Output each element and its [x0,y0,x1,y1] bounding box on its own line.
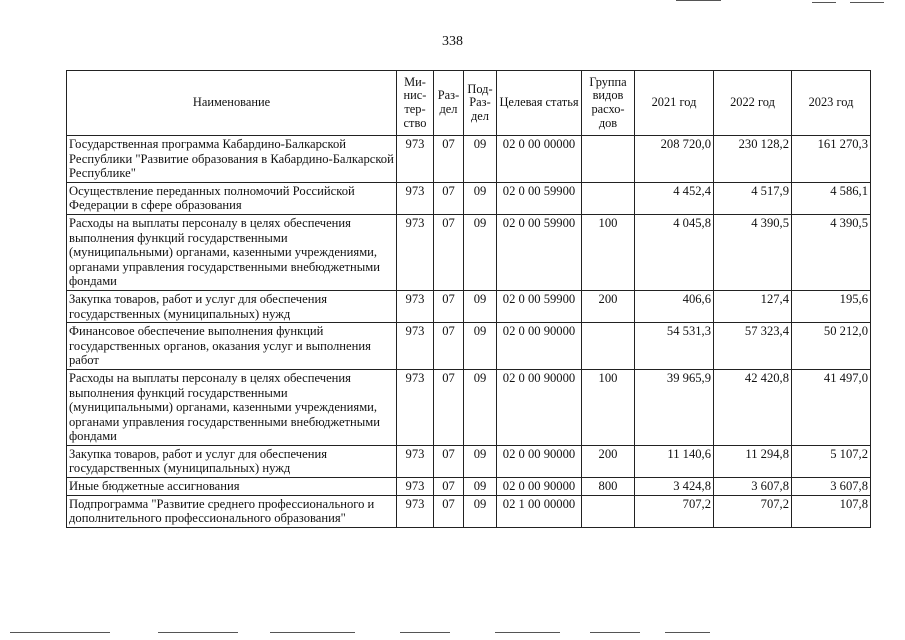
cell-section: 07 [434,214,464,290]
cell-amount-2021: 707,2 [635,495,714,527]
table-header-row [67,71,871,136]
cell-subsection: 09 [464,369,497,445]
cell-expense-group [582,136,635,183]
cell-subsection: 09 [464,136,497,183]
cell-ministry: 973 [397,182,434,214]
table-row [67,323,871,370]
cell-amount-2021: 406,6 [635,290,714,322]
cell-target-article: 02 0 00 59900 [497,214,582,290]
table-row [67,290,871,322]
table-body [67,136,871,528]
cell-name: Закупка товаров, работ и услуг для обеспечения государственных (муниципальных) нужд [67,445,397,477]
table-row [67,445,871,477]
cell-name: Расходы на выплаты персоналу в целях обеспечения выполнения функций государственными (муниципальными) органами, казенными учреждениями, органами управления государственными внебюджетными фондами [67,369,397,445]
cell-amount-2021: 54 531,3 [635,323,714,370]
scan-mark [10,632,110,633]
cell-target-article: 02 1 00 00000 [497,495,582,527]
scan-mark [158,632,238,633]
cell-amount-2022: 57 323,4 [714,323,792,370]
cell-name: Подпрограмма "Развитие среднего профессионального и дополнительного профессионального образования" [67,495,397,527]
cell-section: 07 [434,445,464,477]
cell-expense-group [582,495,635,527]
header-expense-group: Группа видов расхо-дов [582,71,635,136]
cell-amount-2023: 107,8 [792,495,871,527]
cell-name: Осуществление переданных полномочий Российской Федерации в сфере образования [67,182,397,214]
cell-amount-2023: 3 607,8 [792,478,871,496]
cell-ministry: 973 [397,478,434,496]
table-row [67,214,871,290]
scan-mark [676,0,721,1]
table-row [67,495,871,527]
table-row [67,182,871,214]
cell-expense-group: 200 [582,445,635,477]
scan-mark [270,632,355,633]
scan-mark [812,2,836,3]
cell-section: 07 [434,495,464,527]
cell-ministry: 973 [397,290,434,322]
cell-amount-2022: 707,2 [714,495,792,527]
cell-section: 07 [434,136,464,183]
cell-name: Иные бюджетные ассигнования [67,478,397,496]
cell-expense-group: 200 [582,290,635,322]
cell-amount-2021: 11 140,6 [635,445,714,477]
cell-ministry: 973 [397,445,434,477]
cell-amount-2021: 4 452,4 [635,182,714,214]
header-year-2022: 2022 год [714,71,792,136]
cell-name: Расходы на выплаты персоналу в целях обеспечения выполнения функций государственными (муниципальными) органами, казенными учреждениями, органами управления государственными внебюджетными фондами [67,214,397,290]
cell-section: 07 [434,323,464,370]
cell-amount-2023: 5 107,2 [792,445,871,477]
cell-amount-2021: 3 424,8 [635,478,714,496]
header-subsection: Под-Раз-дел [464,71,497,136]
cell-amount-2022: 230 128,2 [714,136,792,183]
cell-amount-2023: 41 497,0 [792,369,871,445]
cell-ministry: 973 [397,495,434,527]
cell-subsection: 09 [464,323,497,370]
cell-ministry: 973 [397,369,434,445]
header-section: Раз-дел [434,71,464,136]
cell-target-article: 02 0 00 00000 [497,136,582,183]
page-number: 338 [442,34,463,49]
cell-section: 07 [434,182,464,214]
table-row [67,478,871,496]
cell-amount-2021: 4 045,8 [635,214,714,290]
cell-target-article: 02 0 00 90000 [497,478,582,496]
scan-mark [665,632,710,633]
cell-subsection: 09 [464,182,497,214]
scan-mark [590,632,640,633]
header-target-article: Целевая статья [497,71,582,136]
cell-target-article: 02 0 00 90000 [497,323,582,370]
cell-expense-group: 100 [582,214,635,290]
cell-subsection: 09 [464,290,497,322]
cell-amount-2022: 3 607,8 [714,478,792,496]
cell-subsection: 09 [464,478,497,496]
cell-target-article: 02 0 00 90000 [497,369,582,445]
cell-amount-2023: 195,6 [792,290,871,322]
header-year-2023: 2023 год [792,71,871,136]
cell-section: 07 [434,478,464,496]
cell-subsection: 09 [464,495,497,527]
scan-mark [850,2,884,3]
cell-expense-group: 800 [582,478,635,496]
cell-ministry: 973 [397,214,434,290]
cell-amount-2021: 208 720,0 [635,136,714,183]
cell-section: 07 [434,369,464,445]
header-year-2021: 2021 год [635,71,714,136]
scan-mark [400,632,450,633]
table-row [67,136,871,183]
header-ministry: Ми-нис-тер-ство [397,71,434,136]
header-name: Наименование [67,71,397,136]
cell-name: Финансовое обеспечение выполнения функций государственных органов, оказания услуг и выполнения работ [67,323,397,370]
cell-subsection: 09 [464,445,497,477]
cell-expense-group [582,182,635,214]
cell-expense-group [582,323,635,370]
cell-amount-2022: 11 294,8 [714,445,792,477]
cell-amount-2023: 4 586,1 [792,182,871,214]
cell-subsection: 09 [464,214,497,290]
cell-target-article: 02 0 00 90000 [497,445,582,477]
cell-ministry: 973 [397,323,434,370]
cell-amount-2023: 50 212,0 [792,323,871,370]
cell-section: 07 [434,290,464,322]
cell-expense-group: 100 [582,369,635,445]
cell-amount-2023: 161 270,3 [792,136,871,183]
cell-name: Закупка товаров, работ и услуг для обеспечения государственных (муниципальных) нужд [67,290,397,322]
cell-amount-2021: 39 965,9 [635,369,714,445]
cell-target-article: 02 0 00 59900 [497,182,582,214]
budget-table [66,70,871,528]
cell-amount-2023: 4 390,5 [792,214,871,290]
cell-amount-2022: 42 420,8 [714,369,792,445]
scan-mark [495,632,560,633]
table-row [67,369,871,445]
cell-target-article: 02 0 00 59900 [497,290,582,322]
cell-ministry: 973 [397,136,434,183]
cell-amount-2022: 4 517,9 [714,182,792,214]
cell-name: Государственная программа Кабардино-Балкарской Республики "Развитие образования в Кабардино-Балкарской Республике" [67,136,397,183]
cell-amount-2022: 127,4 [714,290,792,322]
cell-amount-2022: 4 390,5 [714,214,792,290]
